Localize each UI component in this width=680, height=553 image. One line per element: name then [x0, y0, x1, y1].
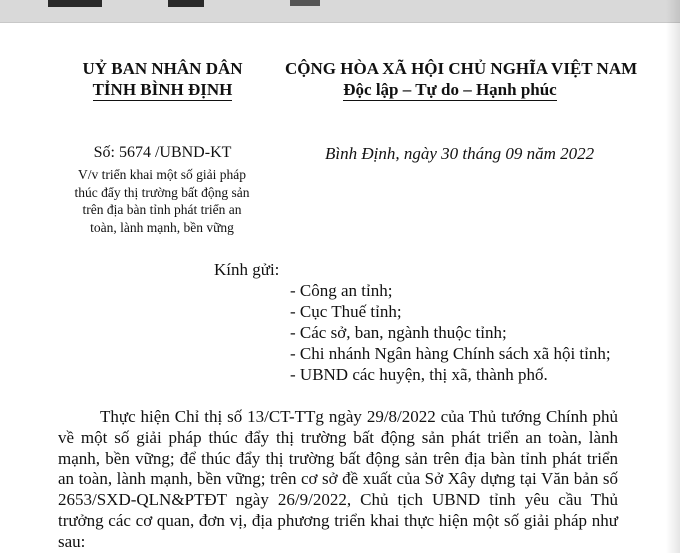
redacted-block	[168, 0, 204, 7]
authority-line-1: UỶ BAN NHÂN DÂN	[82, 59, 243, 78]
recipient-item: - Cục Thuế tỉnh;	[290, 302, 402, 321]
recipient-item: - Các sở, ban, ngành thuộc tỉnh;	[290, 323, 507, 342]
document-subject	[48, 166, 276, 236]
body-paragraph: Thực hiện Chỉ thị số 13/CT-TTg ngày 29/8/2022 của Thủ tướng Chính phủ về một số giải pháp thúc đẩy thị trường bất động sản phát triển an toàn, lành mạnh, bền vững; để thúc đẩy thị trường bất động sản trên địa bàn tỉnh phát triển an toàn, lành mạnh, bền vững; trên cơ sở đề xuất của Sở Xây dựng tại Văn bản số 2653/SXD-QLN&PTĐT ngày 26/9/2022, Chủ tịch UBND tỉnh yêu cầu Thủ trưởng các cơ quan, đơn vị, địa phương triển khai thực hiện một số giải pháp như sau:	[58, 407, 618, 551]
redacted-block	[290, 0, 320, 6]
subject-line: thúc đẩy thị trường bất động sản	[74, 184, 250, 200]
recipient-item: - Công an tỉnh;	[290, 281, 393, 300]
viewer-top-bar	[0, 0, 680, 23]
subject-line: V/v triển khai một số giải pháp	[78, 167, 246, 182]
national-heading	[285, 58, 638, 100]
recipient-list	[290, 280, 611, 385]
recipient-item: - Chi nhánh Ngân hàng Chính sách xã hội tỉnh;	[290, 344, 611, 363]
subject-line: trên địa bàn tỉnh phát triển an	[82, 202, 242, 218]
national-motto: Độc lập – Tự do – Hạnh phúc	[343, 80, 557, 99]
page-edge-shadow	[666, 0, 680, 553]
subject-line: toàn, lành mạnh, bền vững	[90, 219, 234, 235]
authority-line-2: TỈNH BÌNH ĐỊNH	[92, 80, 233, 99]
recipient-item: - UBND các huyện, thị xã, thành phố.	[290, 365, 548, 384]
republic-name: CỘNG HÒA XÃ HỘI CHỦ NGHĨA VIỆT NAM	[285, 59, 638, 78]
issuing-authority	[40, 58, 285, 100]
redacted-block	[48, 0, 102, 7]
greeting-label: Kính gửi:	[214, 260, 280, 279]
document-number: Số: 5674 /UBND-KT	[93, 144, 232, 161]
place-and-date: Bình Định, ngày 30 tháng 09 năm 2022	[325, 144, 595, 163]
